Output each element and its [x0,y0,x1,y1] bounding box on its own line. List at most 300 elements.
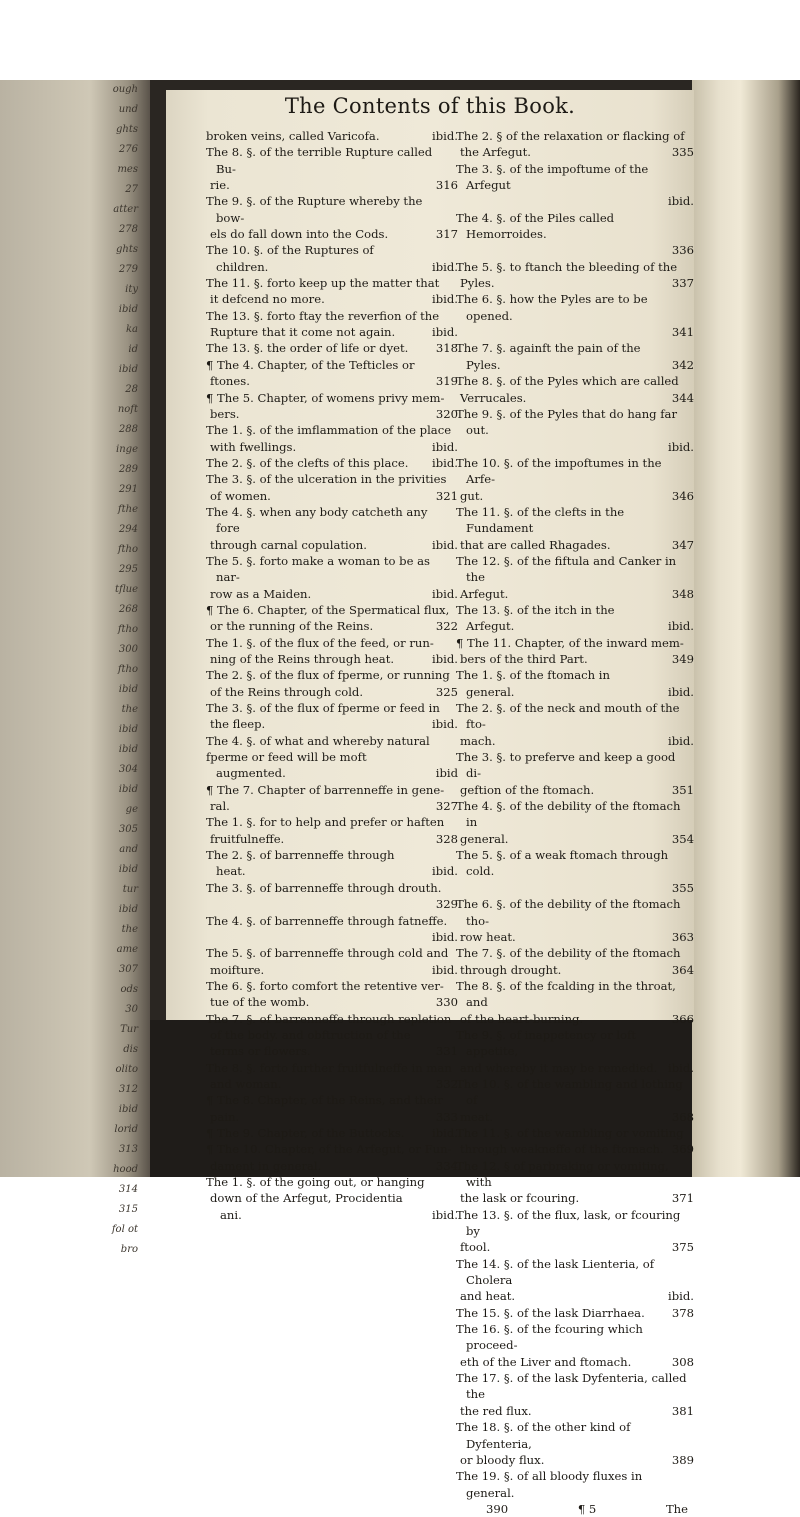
toc-entry [456,1403,694,1419]
toc-entry [456,667,694,700]
toc-entry [206,455,458,471]
entry-text: ¶ The 6. Chapter, of the Spermatical flux, [206,602,450,617]
entry-text: The 10. §. of the Ruptures of children. [206,243,374,274]
toc-entry [206,814,458,830]
entry-text: The 2. §. of the flux of fperme, or running [206,668,450,683]
edge-fragment: bro [120,1244,138,1255]
entry-text: The 17. §. of the lask Dyfenteria, called the [456,1371,687,1402]
left-column [206,128,458,1223]
edge-fragment: 28 [125,384,138,395]
toc-entry [456,1468,694,1501]
entry-page-number: 320 [435,406,458,421]
entry-page-number: 351 [671,782,694,797]
edge-fragment: olito [115,1064,138,1075]
entry-text: The 8. §. forto further fruitfulneffe in man [206,1060,452,1075]
entry-text: the Arfegut. [460,145,531,160]
entry-text: The 5. §. to ftanch the bleeding of the [456,259,678,274]
toc-entry [456,242,694,258]
toc-entry [206,1011,458,1027]
entry-text: the fleep. [210,717,266,732]
entry-page-number: 327 [435,799,458,814]
entry-text: The 1. §. of the imflammation of the place [206,423,452,438]
entry-text: The 7. §. of the debility of the ftomach [456,946,681,961]
toc-entry [206,553,458,586]
right-column [456,128,694,1517]
entry-page-number: 335 [671,145,694,160]
edge-fragment: 307 [118,964,138,975]
toc-entry [206,1109,458,1125]
edge-fragment: mes [117,164,138,175]
edge-fragment: 279 [118,264,138,275]
entry-text: the red flux. [460,1403,532,1418]
toc-entry [206,880,458,896]
entry-text: of the heart-burning. [460,1011,584,1026]
entry-text: The 13. §. forto ftay the reverfion of the [206,308,440,323]
toc-entry [456,193,694,209]
entry-text: the lask or fcouring. [460,1191,580,1206]
edge-fragment: ame [116,944,138,955]
toc-entry [206,635,458,651]
entry-page-number: 330 [435,995,458,1010]
entry-page-number: ibid. [432,864,458,879]
entry-text: The 9. §. of the Pyles that do hang far out. [456,406,678,438]
toc-entry [206,978,458,994]
toc-entry [456,275,694,291]
entry-text: ¶ The 4. Chapter, of the Tefticles or [206,357,415,372]
entry-page-number: 337 [671,276,694,291]
entry-text: The 1. §. of the flux of the feed, or run- [206,635,434,650]
toc-entry [456,128,694,144]
entry-text: through weakneffe of the ftomach. [460,1142,664,1157]
entry-text: fperme or feed will be moft augmented. [206,750,367,781]
entry-text: The 8. §. of the fcalding in the throat, and [456,978,676,1010]
toc-entry [456,1141,694,1157]
edge-fragment: und [118,104,138,115]
toc-entry [206,177,458,193]
entry-page-number: ibid. [432,586,458,601]
edge-fragment: ge [125,804,138,815]
entry-text: The 15. §. of the lask Diarrhaea. [456,1305,645,1320]
entry-text: Verrucales. [460,390,527,405]
entry-text: The 1. §. of the ftomach in general. [456,668,610,699]
entry-text: The 6. §. how the Pyles are to be opened. [456,292,648,323]
entry-page-number: ibid. [432,439,458,454]
toc-entry [206,1092,458,1108]
toc-entry [206,537,458,553]
entry-text: moifture. [210,962,265,977]
toc-entry [206,504,458,537]
toc-entry [206,913,458,929]
entry-text: meat. [460,1109,494,1124]
toc-entry [456,1158,694,1191]
entry-page-number: 381 [671,1403,694,1418]
edge-fragment: 312 [118,1084,138,1095]
edge-fragment: inge [116,444,138,455]
toc-entry [206,471,458,487]
edge-fragment: tur [122,884,138,895]
toc-entry [206,422,458,438]
edge-fragment: 313 [118,1144,138,1155]
entry-page-number: ibid. [668,1289,694,1304]
entry-text: geftion of the ftomach. [460,782,595,797]
edge-fragment: ibid [118,364,138,375]
toc-entry [206,1174,458,1190]
entry-page-number: 369 [671,1142,694,1157]
entry-text: terms or flowers. [210,1044,311,1059]
entry-text: ftool. [460,1240,491,1255]
toc-entry [456,390,694,406]
edge-fragment: the [121,924,138,935]
toc-entry [456,1256,694,1289]
toc-entry [456,1076,694,1109]
entry-page-number: 363 [671,929,694,944]
entry-text: through carnal copulation. [210,537,367,552]
toc-entry [456,798,694,831]
entry-text: The 4. §. of what and whereby natural [206,733,430,748]
page-header: The Contents of this Book. [284,94,576,118]
edge-fragment: ibid [118,304,138,315]
toc-entry [206,406,458,422]
entry-text: ning of the Reins through heat. [210,652,395,666]
entry-page-number: 371 [671,1191,694,1206]
entry-page-number: ibid. [432,259,458,274]
entry-text: that are called Rhagades. [460,537,611,552]
toc-entry [206,1125,458,1141]
toc-entry [206,618,458,634]
edge-fragment: noft [117,404,138,415]
entry-text: pain. [210,1109,240,1124]
edge-fragment: ibid [118,904,138,915]
toc-entry [456,929,694,945]
entry-page-number: ibid. [432,929,458,944]
edge-fragment: ghts [116,244,138,255]
book-page [166,90,694,1516]
entry-page-number: 321 [435,488,458,503]
toc-entry [456,1305,694,1321]
edge-fragment: 304 [118,764,138,775]
edge-fragment: lorid [114,1124,138,1135]
edge-fragment: 305 [118,824,138,835]
toc-entry [206,226,458,242]
entry-text: The 3. §. of the ulceration in the privities [206,472,447,487]
entry-text: The 3. §. of barrenneffe through drouth. [206,880,442,895]
entry-page-number: 332 [435,1076,458,1091]
edge-fragment: 294 [118,524,138,535]
book-edge [692,80,800,1177]
edge-fragment: 314 [118,1184,138,1195]
toc-entry [456,553,694,586]
entry-text: row as a Maiden. [210,586,312,601]
entry-page-number: 389 [671,1452,694,1467]
entry-text: ¶ The 9. Chapter, of the Buttocks. [206,1125,405,1140]
toc-entry [206,945,458,961]
toc-entry [206,1027,458,1043]
entry-page-number: ibid. [668,1060,694,1075]
toc-entry [206,324,458,340]
edge-fragment: fol ot [111,1224,138,1235]
entry-text: The 18. §. of the other kind of Dyfenteria, [456,1420,631,1451]
toc-entry [456,1370,694,1403]
edge-fragment: 300 [118,644,138,655]
edge-fragment: ibid [118,864,138,875]
edge-fragment: ough [112,84,138,95]
entry-page-number: ibid. [432,129,458,143]
entry-text: or bloody flux. [460,1452,545,1467]
entry-text: bers. [210,406,240,421]
toc-entry [456,1452,694,1468]
edge-fragment: ghts [116,124,138,135]
entry-page-number: 364 [671,962,694,977]
edge-fragment: ftho [117,624,138,635]
entry-page-number: ibid. [668,733,694,748]
entry-text: ftones. [210,374,250,389]
entry-page-number: 331 [435,1044,458,1059]
entry-text: The 4. §. of the debility of the ftomach in [456,799,681,830]
toc-entry [456,1011,694,1027]
entry-page-number: ibid. [668,619,694,634]
entry-text: The 11. §. of the clefts in the Fundament [456,504,625,536]
toc-entry [206,782,458,798]
footer-right: The [665,1501,688,1516]
toc-entry [456,586,694,602]
edge-fragment: 278 [118,224,138,235]
entry-page-number: ibid. [432,537,458,552]
edge-fragment: hood [113,1164,138,1175]
entry-page-number: ibid. [432,455,458,470]
entry-text: The 2. § of the relaxation or flacking of [456,129,685,143]
entry-page-number: 342 [671,357,694,372]
toc-entry [206,651,458,667]
entry-text: The 10. §. of the wambling and lothing of [456,1076,683,1108]
toc-entry [456,488,694,504]
entry-page-number: ibid. [668,684,694,699]
entry-page-number: ibid. [432,325,458,340]
entry-text: The 8. §. of the terrible Rupture called Bu- [206,145,433,176]
toc-entry [456,1125,694,1141]
toc-entry [206,144,458,177]
entry-text: ¶ The 10. Chapter, of the Arfegut, or Fun- [206,1142,452,1157]
entry-page-number: 355 [671,880,694,895]
entry-page-number: ibid. [432,962,458,977]
toc-entry [206,929,458,945]
edge-fragment: dis [123,1044,138,1055]
entry-text: The 7. §. againft the pain of the Pyles. [456,341,641,372]
toc-entry [456,537,694,553]
edge-fragment: Tur [120,1024,138,1035]
entry-page-number: ibid. [432,292,458,307]
toc-entry [206,962,458,978]
entry-text: The 12. §. of the fiftula and Canker in the [456,553,677,585]
toc-entry [206,896,458,912]
footer-left: 390 [486,1501,509,1516]
toc-entry [456,1027,694,1060]
entry-text: The 4. §. of the Piles called Hemorroides. [456,210,615,242]
edge-fragment: ftho [117,544,138,555]
entry-text: The 3. §. of the flux of fperme or feed in [206,701,440,716]
entry-text: of women. [210,488,271,503]
toc-entry [206,847,458,880]
entry-page-number: ibid. [432,717,458,732]
entry-page-number: 366 [671,1011,694,1026]
toc-entry [456,1060,694,1076]
toc-entry [456,896,694,929]
toc-entry [206,749,458,782]
entry-page-number: 349 [671,652,694,666]
entry-text: The 6. §. forto comfort the retentive ver- [206,978,444,993]
entry-page-number: 316 [435,178,458,193]
entry-text: The 5. §. of barrenneffe through cold and [206,946,449,961]
toc-entry [456,831,694,847]
entry-page-number: ibid. [432,1207,458,1222]
entry-text: and whereby it may be remedied. [460,1060,658,1075]
edge-fragment: 27 [125,184,138,195]
toc-entry [456,847,694,880]
toc-entry [206,1158,458,1174]
entry-text: The 19. §. of all bloody fluxes in general. [456,1469,643,1500]
toc-entry [456,406,694,439]
entry-text: fruitfulneffe. [210,831,285,846]
toc-entry [206,439,458,455]
entry-text: The 3. §. of the impoftume of the Arfegut [456,161,649,193]
edge-fragment: fthe [117,504,138,515]
entry-text: mach. [460,733,496,748]
edge-fragment: ity [125,284,138,295]
edge-fragment: ibid [118,1104,138,1115]
toc-entry [456,1419,694,1452]
entry-text: row heat. [460,929,516,944]
toc-entry [206,798,458,814]
entry-text: or the running of the Reins. [210,619,374,634]
toc-entry [206,128,458,144]
entry-text: The 10. §. of the impoftumes in the Arfe- [456,455,662,487]
toc-entry [206,308,458,324]
toc-entry [456,782,694,798]
toc-entry [456,439,694,455]
toc-entry [456,340,694,373]
entry-text: The 9. §. of inappetency or loft appetite, [456,1027,636,1059]
footer-mid: ¶ 5 [577,1501,597,1516]
edge-fragment: id [128,344,138,355]
entry-text: The 11. §. of the wambling or vomiting [456,1125,684,1140]
entry-page-number: 341 [671,325,694,340]
edge-fragment: the [121,704,138,715]
entry-text: The 4. §. of barrenneffe through fatneffe. [206,913,448,928]
toc-entry [456,1354,694,1370]
entry-text: bers of the third Part. [460,652,588,666]
edge-fragment: ibid [118,684,138,695]
entry-page-number: 354 [671,831,694,846]
edge-fragment: ibid [118,784,138,795]
edge-fragment: ods [120,984,138,995]
toc-entry [206,716,458,732]
edge-fragment: 289 [118,464,138,475]
toc-entry [206,373,458,389]
edge-fragment: 30 [125,1004,138,1015]
toc-entry [206,275,458,291]
toc-entry [206,390,458,406]
toc-entry [456,651,694,667]
entry-text: rie. [210,178,230,193]
entry-page-number: ibid. [668,194,694,209]
entry-text: The 7. §. of barrenneffe through repletion [206,1011,452,1026]
toc-entry [456,1109,694,1125]
entry-text: The 2. §. of the neck and mouth of the fto- [456,701,680,732]
toc-entry [456,373,694,389]
edge-fragment: 276 [118,144,138,155]
edge-fragment: ibid [118,724,138,735]
edge-fragment: ka [125,324,138,335]
page-footer [456,1501,694,1517]
entry-text: The 13. §. of the itch in the Arfegut. [456,602,615,634]
entry-page-number: 319 [435,374,458,389]
entry-page-number: 346 [671,488,694,503]
entry-text: The 5. §. of a weak ftomach through cold. [456,848,669,879]
entry-page-number: 375 [671,1240,694,1255]
toc-entry [456,1239,694,1255]
entry-text: The 13. §. of the flux, lask, or fcouring by [456,1207,681,1239]
top-margin [0,0,800,80]
entry-text: of the body. and obftruction of the [210,1027,411,1042]
toc-entry [456,1207,694,1240]
entry-text: ¶ The 7. Chapter of barrenneffe in gene- [206,782,445,797]
entry-text: ral. [210,799,230,814]
entry-text: The 3. §. to preferve and keep a good di- [456,750,676,781]
edge-fragment: 291 [118,484,138,495]
toc-entry [456,700,694,733]
edge-fragment: ibid [118,744,138,755]
entry-text: The 11. §. forto keep up the matter that [206,276,440,291]
entry-text: els do fall down into the Cods. [210,227,389,242]
entry-page-number: 328 [435,831,458,846]
toc-entry [206,700,458,716]
entry-page-number: 334 [435,1158,458,1173]
toc-entry [206,488,458,504]
entry-page-number: ibid [435,766,458,781]
toc-entry [456,210,694,243]
entry-page-number: 368 [671,1109,694,1124]
entry-text: broken veins, called Varicofa. [206,129,380,143]
toc-entry [206,586,458,602]
entry-text: Pyles. [460,276,495,291]
edge-fragment: 288 [118,424,138,435]
entry-text: dament in general. [210,1158,322,1173]
entry-page-number: 333 [435,1109,458,1124]
edge-fragment: 315 [118,1204,138,1215]
toc-entry [206,684,458,700]
toc-entry [206,831,458,847]
entry-text: it defcend no more. [210,292,325,307]
entry-text: The 9. §. of the Rupture whereby the bow- [206,194,423,225]
toc-entry [456,161,694,194]
entry-text: with fwellings. [210,439,297,454]
entry-text: eth of the Liver and ftomach. [460,1354,632,1369]
toc-entry [206,602,458,618]
entry-page-number: ibid. [432,652,458,666]
toc-entry [456,144,694,160]
toc-entry [206,291,458,307]
entry-text: The 2. §. of the clefts of this place. [206,455,409,470]
toc-entry [206,733,458,749]
entry-page-number: 318 [435,341,458,356]
toc-entry [206,1076,458,1092]
entry-text: and heat. [460,1289,516,1304]
toc-entry [206,994,458,1010]
toc-entry [206,667,458,683]
entry-text: The 6. §. of the debility of the ftomach tho- [456,897,681,928]
entry-text: gut. [460,488,484,503]
toc-entry [456,1321,694,1354]
edge-fragment: tflue [114,584,138,595]
